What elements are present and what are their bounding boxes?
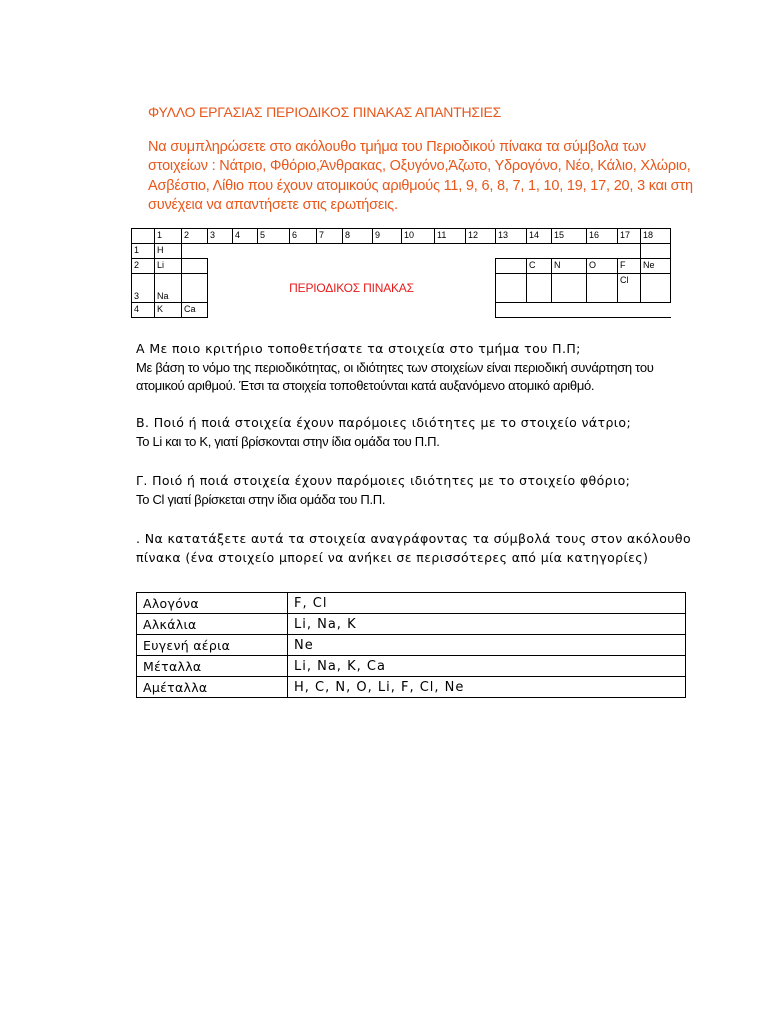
category-elements: Li, Na, K, Ca (288, 656, 686, 677)
element-cell-k: K (155, 303, 182, 318)
answer-c: Το Cl γιατί βρίσκεται στην ίδια ομάδα του Π.Π. (136, 491, 386, 507)
table-title: ΠΕΡΙΟΔΙΚΟΣ ΠΙΝΑΚΑΣ (289, 281, 414, 295)
category-name: Αμέταλλα (137, 677, 288, 698)
table-row (137, 614, 686, 635)
period-number: 1 (132, 244, 155, 259)
question-a-text: Α Με ποιο κριτήριο τοποθετήσατε τα στοιχεία στο τμήμα του Π.Π; (136, 341, 581, 356)
group-number: 2 (182, 229, 208, 244)
element-cell-o: O (587, 259, 618, 274)
element-cell-ca: Ca (182, 303, 208, 318)
group-number: 13 (496, 229, 527, 244)
element-cell-ar (641, 274, 671, 303)
element-cell-si (527, 274, 552, 303)
group-number: 7 (317, 229, 343, 244)
table-row (137, 656, 686, 677)
group-number: 3 (208, 229, 233, 244)
question-c (136, 472, 696, 509)
worksheet-instructions: Να συμπληρώσετε στο ακόλουθο τμήμα του Περιοδικού πίνακα τα σύμβολα των στοιχείων : Νάτριο, Φθόριο,Άνθρακας, Οξυγόνο,Άζωτο, Υδρογόνο, Νέο, Κάλιο, Χλώριο, Ασβέστιο, Λίθιο που έχουν ατομικούς αριθμούς 11, 9, 6, 8, 7, 1, 10, 19, 17, 20, 3 και στη συνέχεια να απαντήσετε στις ερωτήσεις. (148, 139, 693, 214)
group-number: 5 (258, 229, 290, 244)
period-number: 4 (132, 303, 155, 318)
group-number: 1 (155, 229, 182, 244)
answer-a: Με βάση το νόμο της περιοδικότητας, οι ιδιότητες των στοιχείων είναι περιοδική συνάρτηση του ατομικού αριθμού. Έτσι τα στοιχεία τοποθετούνται κατά αυξανόμενο ατομικό αριθμό. (136, 359, 654, 394)
element-cell-f: F (618, 259, 641, 274)
period-number: 2 (132, 259, 155, 274)
element-cell-mg (182, 274, 208, 303)
empty-span (496, 303, 671, 318)
element-cell-be (182, 259, 208, 274)
element-cell-na: Na (155, 274, 182, 303)
element-cell-b (496, 259, 527, 274)
category-elements: F, Cl (288, 593, 686, 614)
answer-b: Το Li και το K, γιατί βρίσκονται στην ίδια ομάδα του Π.Π. (136, 433, 440, 449)
category-name: Ευγενή αέρια (137, 635, 288, 656)
worksheet-title: ΦΥΛΛΟ ΕΡΓΑΣΙΑΣ ΠΕΡΙΟΔΙΚΟΣ ΠΙΝΑΚΑΣ ΑΠΑΝΤΗΣΙΕΣ (148, 104, 502, 120)
category-name: Μέταλλα (137, 656, 288, 677)
group-number: 9 (373, 229, 402, 244)
periodic-table (131, 228, 671, 318)
element-cell-li: Li (155, 259, 182, 274)
group-number: 18 (641, 229, 671, 244)
element-cell-cl: Cl (618, 274, 641, 303)
question-c-text: Γ. Ποιό ή ποιά στοιχεία έχουν παρόμοιες ιδιότητες με το στοιχείο φθόριο; (136, 473, 631, 488)
question-a (136, 340, 696, 396)
empty-span (208, 244, 641, 259)
group-number: 12 (466, 229, 496, 244)
period-2-row (132, 259, 671, 274)
element-cell-h: H (155, 244, 182, 259)
question-b-text: Β. Ποιό ή ποιά στοιχεία έχουν παρόμοιες ιδιότητες με το στοιχείο νάτριο; (136, 415, 632, 430)
group-number: 8 (343, 229, 373, 244)
group-number: 14 (527, 229, 552, 244)
category-elements: H, C, N, O, Li, F, Cl, Ne (288, 677, 686, 698)
corner-cell (132, 229, 155, 244)
question-b (136, 414, 696, 451)
table-row (137, 593, 686, 614)
classification-table (136, 592, 686, 698)
element-cell-p (552, 274, 587, 303)
question-d-text: . Να κατατάξετε αυτά τα στοιχεία αναγράφοντας τα σύμβολά τους στον ακόλουθο πίνακα (ένα στοιχείο μπορεί να ανήκει σε περισσότερες από μία κατηγορίες) (136, 531, 691, 565)
category-name: Αλογόνα (137, 593, 288, 614)
category-name: Αλκάλια (137, 614, 288, 635)
group-number: 15 (552, 229, 587, 244)
empty-cell (182, 244, 208, 259)
question-d (136, 530, 696, 567)
category-elements: Ne (288, 635, 686, 656)
table-row (137, 677, 686, 698)
group-number: 17 (618, 229, 641, 244)
group-number: 10 (402, 229, 435, 244)
group-number: 6 (290, 229, 317, 244)
category-elements: Li, Na, K (288, 614, 686, 635)
group-number: 11 (435, 229, 466, 244)
element-cell-s (587, 274, 618, 303)
period-number: 3 (132, 274, 155, 303)
group-header-row (132, 229, 671, 244)
group-number: 16 (587, 229, 618, 244)
element-cell-n: N (552, 259, 587, 274)
element-cell-he (641, 244, 671, 259)
element-cell-ne: Ne (641, 259, 671, 274)
element-cell-c: C (527, 259, 552, 274)
period-1-row (132, 244, 671, 259)
element-cell-al (496, 274, 527, 303)
group-number: 4 (233, 229, 258, 244)
table-row (137, 635, 686, 656)
